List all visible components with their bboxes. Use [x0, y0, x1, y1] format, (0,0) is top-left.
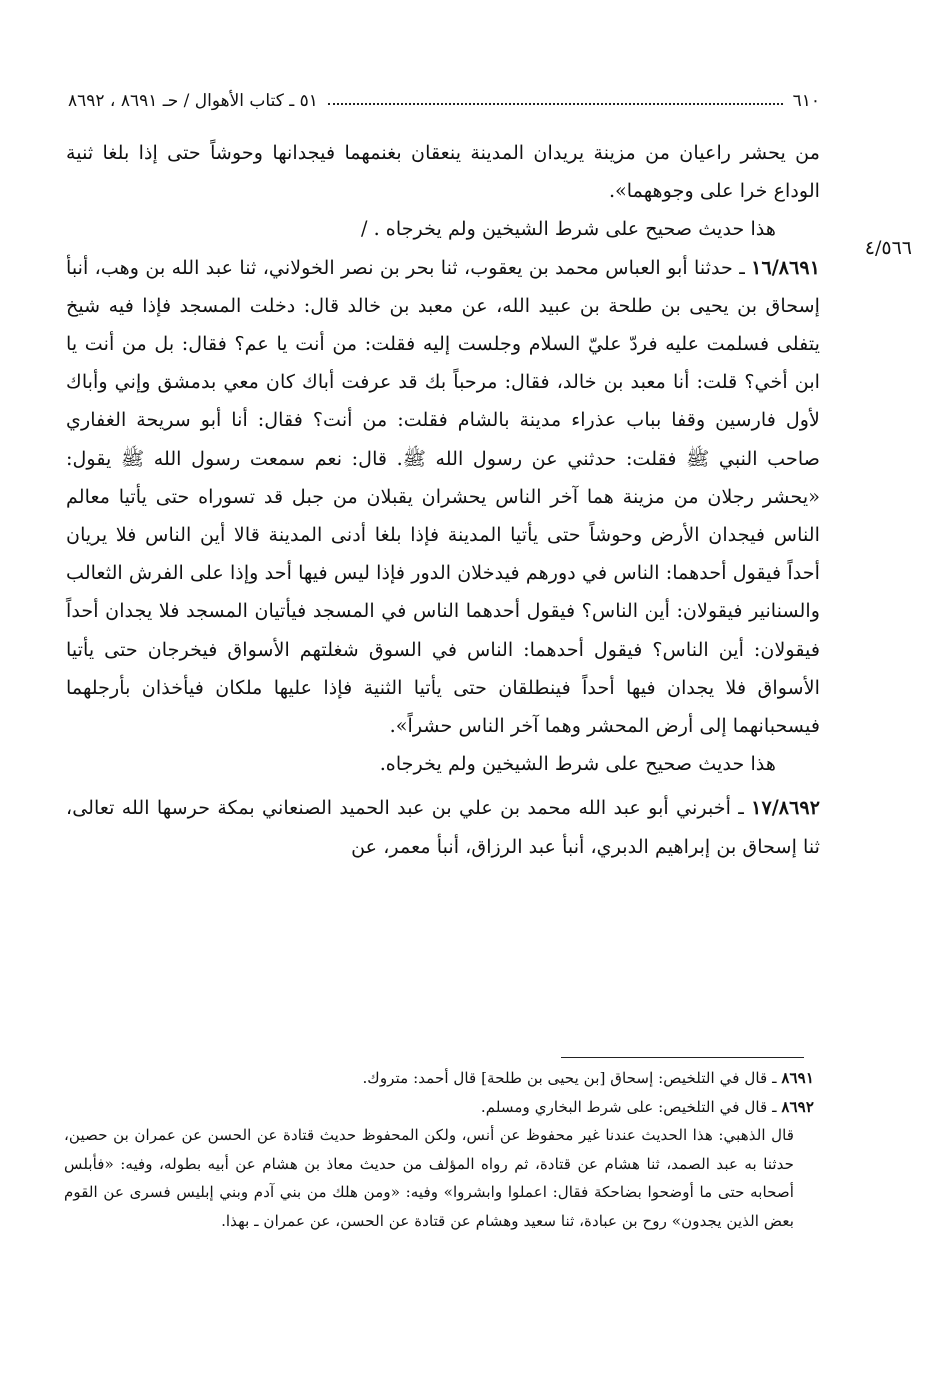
hadith-number-2: ١٧/٨٦٩٢ — [751, 796, 820, 820]
footnote-8691 — [64, 1064, 814, 1093]
footnote-text-2: ـ قال في التلخيص: على شرط البخاري ومسلم. — [480, 1097, 782, 1116]
footnote-dhahabi: قال الذهبي: هذا الحديث عندنا غير محفوظ عن أنس، ولكن المحفوظ حديث قتادة عن الحسن عن عمران بن حصين، حدثنا به عبد الصمد، ثنا هشام عن قتادة، ثم رواه المؤلف من حديث معاذ بن هشام عن أبيه بطوله، وفيه: «فأبلس أصحابه حتى ما أوضحوا بضاحكة فقال: اعملوا وابشروا» وفيه: «ومن هلك من بني آدم وبني إبليس فسرى عن القوم بعض الذين يجدون» روح بن عبادة، ثنا سعيد وهشام عن قتادة عن الحسن، عن عمران ـ بهذا. — [64, 1126, 794, 1230]
dotted-leader — [328, 103, 783, 105]
main-text — [66, 134, 820, 866]
footnote-rule — [561, 1057, 804, 1058]
margin-reference: ٤/٥٦٦ — [864, 237, 912, 259]
footnote-number-2: ٨٦٩٢ — [781, 1097, 814, 1116]
running-header — [68, 84, 820, 118]
paragraph-hadith-8691 — [66, 249, 820, 746]
paragraph-hadith-end: من يحشر راعيان من مزينة يريدان المدينة ينعقان بغنمهما فيجدانها وحوشاً حتى إذا بلغا ثنية الوداع خرا على وجوههما». — [66, 141, 820, 203]
paragraph-hadith-8692 — [66, 789, 820, 865]
footnote-number: ٨٦٩١ — [781, 1069, 814, 1087]
hadith-text-2: ـ أخبرني أبو عبد الله محمد بن علي بن عبد الحميد الصنعاني بمكة حرسها الله تعالى، ثنا إسحاق بن إبراهيم الدبري، أنبأ عبد الرزاق، أنبأ معمر، عن — [66, 796, 820, 858]
hadith-text: ـ حدثنا أبو العباس محمد بن يعقوب، ثنا بحر بن نصر الخولاني، ثنا عبد الله بن وهب، أنبأ إسحاق بن يحيى بن طلحة بن عبيد الله، عن معبد بن خالد قال: دخلت المسجد فإذا فيه شيخ يتفلى فسلمت عليه فردّ عليّ السلام وجلست إليه فقلت: من أنت يا عم؟ فقال: بل من أنت يا ابن أخي؟ قلت: أنا معبد بن خالد، فقال: مرحباً بك قد عرفت أباك كان معي بدمشق وإني وأباك لأول فارسين وقفا بباب عذراء مدينة بالشام فقلت: من أنت؟ فقال: أنا أبو سريحة الغفاري صاحب النبي ﷺ فقلت: حدثني عن رسول الله ﷺ. قال: نعم سمعت رسول الله ﷺ يقول: «يحشر رجلان من مزينة هما آخر الناس يحشران يقبلان من جبل قد تسوراه حتى يأتيا معالم الناس فيجدان الأرض وحوشاً حتى يأتيا المدينة فإذا بلغا أدنى المدينة قالا أين الناس فلا يريان أحداً فيقول أحدهما: الناس في دورهم فيدخلان الدور فإذا ليس فيها أحد وإذا على الفرش الثعالب والسنانير فيقولان: أين الناس؟ فيقول أحدهما الناس في المسجد فيأتيان المسجد فلا يجدان أحداً فيقولان: أين الناس؟ فيقول أحدهما: الناس في السوق شغلتهم الأسواق فيخرجان حتى يأتيا الأسواق فلا يجدان فيها أحداً فينطلقان حتى يأتيا الثنية فإذا عليها ملكان فيأخذان بأرجلهما فيسحبانهما إلى أرض المحشر وهما آخر الناس حشراً». — [66, 255, 820, 738]
footnotes — [64, 1064, 814, 1236]
footnote-text: ـ قال في التلخيص: إسحاق [بن يحيى بن طلحة] قال أحمد: متروك. — [362, 1069, 782, 1087]
page-number: ٦١٠ — [792, 91, 820, 111]
paragraph-grading-2: هذا حديث صحيح على شرط الشيخين ولم يخرجاه. — [379, 752, 776, 776]
footnote-8692 — [64, 1093, 814, 1122]
paragraph-grading: هذا حديث صحيح على شرط الشيخين ولم يخرجاه . / — [361, 217, 776, 241]
running-title: ٥١ ـ كتاب الأهوال / حـ ٨٦٩١ ، ٨٦٩٢ — [68, 91, 318, 111]
hadith-number: ١٦/٨٦٩١ — [751, 255, 820, 279]
